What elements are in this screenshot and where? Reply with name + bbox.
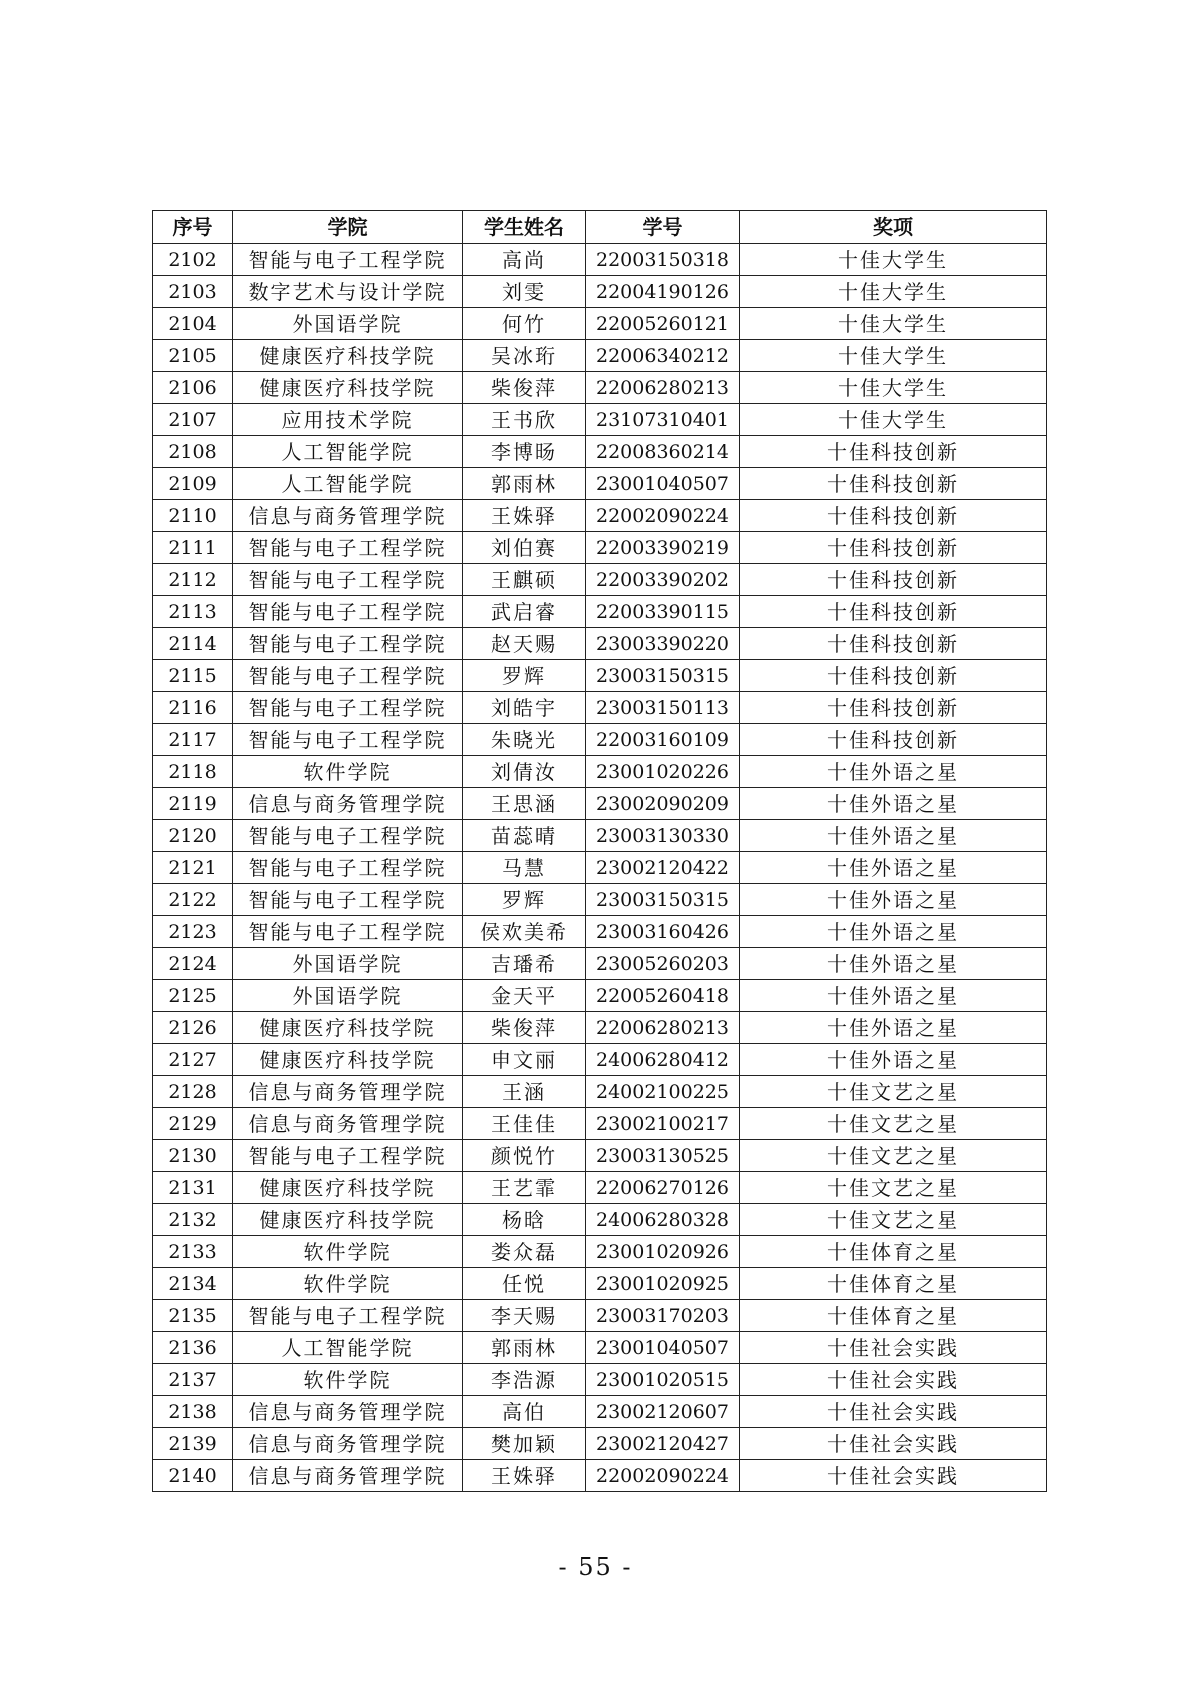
table-row bbox=[153, 1044, 1047, 1076]
cell-seq: 2120 bbox=[153, 820, 233, 852]
cell-college: 健康医疗科技学院 bbox=[233, 372, 463, 404]
cell-award: 十佳文艺之星 bbox=[740, 1172, 1047, 1204]
table-row bbox=[153, 1172, 1047, 1204]
cell-student-name: 李浩源 bbox=[463, 1364, 586, 1396]
cell-college: 智能与电子工程学院 bbox=[233, 1300, 463, 1332]
cell-college: 智能与电子工程学院 bbox=[233, 724, 463, 756]
award-table bbox=[152, 210, 1047, 1492]
table-row bbox=[153, 1460, 1047, 1492]
cell-student-id: 22003390202 bbox=[586, 564, 740, 596]
cell-student-id: 24006280412 bbox=[586, 1044, 740, 1076]
cell-college: 信息与商务管理学院 bbox=[233, 1108, 463, 1140]
cell-student-id: 22003390115 bbox=[586, 596, 740, 628]
table-row bbox=[153, 308, 1047, 340]
cell-student-id: 23003130330 bbox=[586, 820, 740, 852]
cell-student-name: 罗辉 bbox=[463, 884, 586, 916]
cell-seq: 2109 bbox=[153, 468, 233, 500]
table-row bbox=[153, 436, 1047, 468]
cell-award: 十佳科技创新 bbox=[740, 596, 1047, 628]
table-body bbox=[153, 244, 1047, 1492]
table-row bbox=[153, 404, 1047, 436]
cell-seq: 2111 bbox=[153, 532, 233, 564]
table-row bbox=[153, 340, 1047, 372]
cell-student-name: 罗辉 bbox=[463, 660, 586, 692]
table-row bbox=[153, 276, 1047, 308]
cell-student-name: 吉璠希 bbox=[463, 948, 586, 980]
table-row bbox=[153, 628, 1047, 660]
table-row bbox=[153, 660, 1047, 692]
cell-seq: 2139 bbox=[153, 1428, 233, 1460]
header-student-name: 学生姓名 bbox=[463, 211, 586, 244]
cell-student-name: 朱晓光 bbox=[463, 724, 586, 756]
cell-seq: 2121 bbox=[153, 852, 233, 884]
cell-seq: 2128 bbox=[153, 1076, 233, 1108]
cell-college: 人工智能学院 bbox=[233, 436, 463, 468]
cell-seq: 2119 bbox=[153, 788, 233, 820]
cell-college: 智能与电子工程学院 bbox=[233, 564, 463, 596]
cell-college: 信息与商务管理学院 bbox=[233, 1428, 463, 1460]
cell-seq: 2122 bbox=[153, 884, 233, 916]
cell-student-name: 樊加颖 bbox=[463, 1428, 586, 1460]
table-row bbox=[153, 1300, 1047, 1332]
table-row bbox=[153, 244, 1047, 276]
cell-seq: 2129 bbox=[153, 1108, 233, 1140]
cell-award: 十佳外语之星 bbox=[740, 1044, 1047, 1076]
cell-seq: 2105 bbox=[153, 340, 233, 372]
cell-student-name: 王佳佳 bbox=[463, 1108, 586, 1140]
cell-award: 十佳科技创新 bbox=[740, 468, 1047, 500]
table-row bbox=[153, 1076, 1047, 1108]
cell-student-name: 刘倩汝 bbox=[463, 756, 586, 788]
cell-seq: 2112 bbox=[153, 564, 233, 596]
cell-student-id: 23003170203 bbox=[586, 1300, 740, 1332]
cell-college: 智能与电子工程学院 bbox=[233, 532, 463, 564]
table-row bbox=[153, 820, 1047, 852]
cell-college: 智能与电子工程学院 bbox=[233, 916, 463, 948]
header-seq: 序号 bbox=[153, 211, 233, 244]
cell-student-name: 任悦 bbox=[463, 1268, 586, 1300]
cell-student-id: 23003130525 bbox=[586, 1140, 740, 1172]
table-row bbox=[153, 1364, 1047, 1396]
cell-college: 软件学院 bbox=[233, 1236, 463, 1268]
cell-student-id: 22003150318 bbox=[586, 244, 740, 276]
cell-seq: 2107 bbox=[153, 404, 233, 436]
cell-student-id: 22004190126 bbox=[586, 276, 740, 308]
cell-student-name: 刘皓宇 bbox=[463, 692, 586, 724]
cell-student-id: 23001020515 bbox=[586, 1364, 740, 1396]
cell-award: 十佳科技创新 bbox=[740, 500, 1047, 532]
cell-student-id: 24002100225 bbox=[586, 1076, 740, 1108]
cell-award: 十佳社会实践 bbox=[740, 1396, 1047, 1428]
cell-student-name: 郭雨林 bbox=[463, 468, 586, 500]
cell-seq: 2124 bbox=[153, 948, 233, 980]
cell-student-id: 22008360214 bbox=[586, 436, 740, 468]
cell-college: 智能与电子工程学院 bbox=[233, 244, 463, 276]
cell-student-id: 23001040507 bbox=[586, 1332, 740, 1364]
cell-seq: 2133 bbox=[153, 1236, 233, 1268]
cell-student-name: 王思涵 bbox=[463, 788, 586, 820]
page-number: - 55 - bbox=[558, 1553, 633, 1581]
cell-seq: 2116 bbox=[153, 692, 233, 724]
cell-award: 十佳外语之星 bbox=[740, 820, 1047, 852]
table-row bbox=[153, 1332, 1047, 1364]
cell-award: 十佳体育之星 bbox=[740, 1236, 1047, 1268]
cell-student-id: 23003160426 bbox=[586, 916, 740, 948]
cell-college: 智能与电子工程学院 bbox=[233, 660, 463, 692]
cell-seq: 2130 bbox=[153, 1140, 233, 1172]
table-row bbox=[153, 596, 1047, 628]
cell-student-name: 李天赐 bbox=[463, 1300, 586, 1332]
cell-award: 十佳社会实践 bbox=[740, 1460, 1047, 1492]
cell-student-name: 王姝驿 bbox=[463, 500, 586, 532]
cell-seq: 2127 bbox=[153, 1044, 233, 1076]
cell-award: 十佳社会实践 bbox=[740, 1428, 1047, 1460]
cell-seq: 2108 bbox=[153, 436, 233, 468]
cell-award: 十佳科技创新 bbox=[740, 564, 1047, 596]
cell-college: 应用技术学院 bbox=[233, 404, 463, 436]
cell-award: 十佳体育之星 bbox=[740, 1268, 1047, 1300]
cell-award: 十佳科技创新 bbox=[740, 660, 1047, 692]
cell-seq: 2115 bbox=[153, 660, 233, 692]
cell-college: 外国语学院 bbox=[233, 980, 463, 1012]
cell-award: 十佳文艺之星 bbox=[740, 1108, 1047, 1140]
cell-award: 十佳科技创新 bbox=[740, 628, 1047, 660]
table-row bbox=[153, 884, 1047, 916]
cell-award: 十佳外语之星 bbox=[740, 948, 1047, 980]
cell-seq: 2132 bbox=[153, 1204, 233, 1236]
cell-award: 十佳外语之星 bbox=[740, 788, 1047, 820]
cell-award: 十佳外语之星 bbox=[740, 916, 1047, 948]
cell-student-id: 23002120607 bbox=[586, 1396, 740, 1428]
header-college: 学院 bbox=[233, 211, 463, 244]
table-row bbox=[153, 916, 1047, 948]
cell-award: 十佳文艺之星 bbox=[740, 1140, 1047, 1172]
cell-student-id: 23002120422 bbox=[586, 852, 740, 884]
cell-college: 智能与电子工程学院 bbox=[233, 1140, 463, 1172]
cell-award: 十佳社会实践 bbox=[740, 1364, 1047, 1396]
cell-award: 十佳大学生 bbox=[740, 372, 1047, 404]
table-row bbox=[153, 1012, 1047, 1044]
cell-student-name: 王麒硕 bbox=[463, 564, 586, 596]
header-award: 奖项 bbox=[740, 211, 1047, 244]
cell-student-name: 柴俊萍 bbox=[463, 372, 586, 404]
cell-college: 健康医疗科技学院 bbox=[233, 1204, 463, 1236]
cell-student-name: 马慧 bbox=[463, 852, 586, 884]
cell-student-name: 王艺霏 bbox=[463, 1172, 586, 1204]
cell-award: 十佳社会实践 bbox=[740, 1332, 1047, 1364]
cell-award: 十佳大学生 bbox=[740, 276, 1047, 308]
cell-student-name: 赵天赐 bbox=[463, 628, 586, 660]
table-row bbox=[153, 1236, 1047, 1268]
cell-college: 信息与商务管理学院 bbox=[233, 500, 463, 532]
cell-student-name: 侯欢美希 bbox=[463, 916, 586, 948]
cell-seq: 2136 bbox=[153, 1332, 233, 1364]
cell-student-name: 刘雯 bbox=[463, 276, 586, 308]
table-row bbox=[153, 1140, 1047, 1172]
cell-award: 十佳文艺之星 bbox=[740, 1204, 1047, 1236]
cell-college: 软件学院 bbox=[233, 1268, 463, 1300]
cell-student-id: 22002090224 bbox=[586, 1460, 740, 1492]
table-row bbox=[153, 756, 1047, 788]
table-row bbox=[153, 564, 1047, 596]
cell-college: 健康医疗科技学院 bbox=[233, 1172, 463, 1204]
cell-student-id: 23003390220 bbox=[586, 628, 740, 660]
cell-student-name: 何竹 bbox=[463, 308, 586, 340]
cell-student-id: 22006340212 bbox=[586, 340, 740, 372]
cell-award: 十佳大学生 bbox=[740, 308, 1047, 340]
cell-award: 十佳大学生 bbox=[740, 340, 1047, 372]
cell-seq: 2140 bbox=[153, 1460, 233, 1492]
cell-student-name: 王书欣 bbox=[463, 404, 586, 436]
cell-seq: 2118 bbox=[153, 756, 233, 788]
cell-seq: 2135 bbox=[153, 1300, 233, 1332]
cell-student-id: 22003160109 bbox=[586, 724, 740, 756]
table-row bbox=[153, 500, 1047, 532]
cell-seq: 2125 bbox=[153, 980, 233, 1012]
cell-student-id: 22006270126 bbox=[586, 1172, 740, 1204]
cell-student-name: 苗蕊晴 bbox=[463, 820, 586, 852]
cell-college: 外国语学院 bbox=[233, 308, 463, 340]
cell-seq: 2113 bbox=[153, 596, 233, 628]
table-row bbox=[153, 788, 1047, 820]
header-student-id: 学号 bbox=[586, 211, 740, 244]
cell-student-id: 24006280328 bbox=[586, 1204, 740, 1236]
cell-student-name: 金天平 bbox=[463, 980, 586, 1012]
cell-seq: 2103 bbox=[153, 276, 233, 308]
cell-college: 智能与电子工程学院 bbox=[233, 852, 463, 884]
cell-student-name: 柴俊萍 bbox=[463, 1012, 586, 1044]
cell-college: 信息与商务管理学院 bbox=[233, 1396, 463, 1428]
cell-student-id: 23002090209 bbox=[586, 788, 740, 820]
cell-college: 智能与电子工程学院 bbox=[233, 628, 463, 660]
cell-seq: 2131 bbox=[153, 1172, 233, 1204]
cell-award: 十佳科技创新 bbox=[740, 532, 1047, 564]
cell-college: 智能与电子工程学院 bbox=[233, 596, 463, 628]
cell-student-id: 22006280213 bbox=[586, 372, 740, 404]
cell-student-id: 22005260418 bbox=[586, 980, 740, 1012]
cell-award: 十佳体育之星 bbox=[740, 1300, 1047, 1332]
cell-college: 智能与电子工程学院 bbox=[233, 692, 463, 724]
cell-college: 外国语学院 bbox=[233, 948, 463, 980]
cell-student-name: 李博旸 bbox=[463, 436, 586, 468]
cell-college: 健康医疗科技学院 bbox=[233, 1012, 463, 1044]
table-row bbox=[153, 532, 1047, 564]
cell-college: 健康医疗科技学院 bbox=[233, 340, 463, 372]
table-row bbox=[153, 692, 1047, 724]
cell-award: 十佳文艺之星 bbox=[740, 1076, 1047, 1108]
cell-student-name: 娄众磊 bbox=[463, 1236, 586, 1268]
cell-student-id: 23001020226 bbox=[586, 756, 740, 788]
cell-seq: 2106 bbox=[153, 372, 233, 404]
cell-student-name: 吴冰珩 bbox=[463, 340, 586, 372]
cell-student-name: 刘伯赛 bbox=[463, 532, 586, 564]
cell-student-name: 王姝驿 bbox=[463, 1460, 586, 1492]
cell-seq: 2114 bbox=[153, 628, 233, 660]
cell-student-id: 23107310401 bbox=[586, 404, 740, 436]
table-row bbox=[153, 1204, 1047, 1236]
cell-student-name: 杨晗 bbox=[463, 1204, 586, 1236]
cell-student-id: 22006280213 bbox=[586, 1012, 740, 1044]
cell-college: 软件学院 bbox=[233, 756, 463, 788]
cell-award: 十佳科技创新 bbox=[740, 436, 1047, 468]
cell-student-name: 颜悦竹 bbox=[463, 1140, 586, 1172]
cell-award: 十佳外语之星 bbox=[740, 884, 1047, 916]
table-row bbox=[153, 1108, 1047, 1140]
cell-student-id: 23003150315 bbox=[586, 884, 740, 916]
cell-student-id: 23005260203 bbox=[586, 948, 740, 980]
cell-college: 人工智能学院 bbox=[233, 1332, 463, 1364]
cell-award: 十佳外语之星 bbox=[740, 852, 1047, 884]
cell-seq: 2102 bbox=[153, 244, 233, 276]
cell-award: 十佳科技创新 bbox=[740, 692, 1047, 724]
table-row bbox=[153, 372, 1047, 404]
cell-award: 十佳外语之星 bbox=[740, 756, 1047, 788]
cell-seq: 2123 bbox=[153, 916, 233, 948]
cell-student-id: 22005260121 bbox=[586, 308, 740, 340]
cell-college: 智能与电子工程学院 bbox=[233, 820, 463, 852]
cell-student-name: 郭雨林 bbox=[463, 1332, 586, 1364]
cell-student-id: 23001020925 bbox=[586, 1268, 740, 1300]
cell-college: 智能与电子工程学院 bbox=[233, 884, 463, 916]
cell-college: 信息与商务管理学院 bbox=[233, 1076, 463, 1108]
cell-student-id: 23002100217 bbox=[586, 1108, 740, 1140]
cell-award: 十佳大学生 bbox=[740, 244, 1047, 276]
table-row bbox=[153, 980, 1047, 1012]
table-row bbox=[153, 468, 1047, 500]
cell-college: 人工智能学院 bbox=[233, 468, 463, 500]
table-row bbox=[153, 852, 1047, 884]
cell-seq: 2137 bbox=[153, 1364, 233, 1396]
cell-seq: 2104 bbox=[153, 308, 233, 340]
cell-college: 数字艺术与设计学院 bbox=[233, 276, 463, 308]
cell-college: 信息与商务管理学院 bbox=[233, 788, 463, 820]
cell-award: 十佳大学生 bbox=[740, 404, 1047, 436]
cell-student-id: 23001020926 bbox=[586, 1236, 740, 1268]
cell-student-name: 王涵 bbox=[463, 1076, 586, 1108]
cell-student-id: 23003150113 bbox=[586, 692, 740, 724]
cell-award: 十佳外语之星 bbox=[740, 980, 1047, 1012]
cell-award: 十佳外语之星 bbox=[740, 1012, 1047, 1044]
table-row bbox=[153, 1268, 1047, 1300]
cell-student-name: 申文丽 bbox=[463, 1044, 586, 1076]
cell-student-name: 武启睿 bbox=[463, 596, 586, 628]
table-row bbox=[153, 948, 1047, 980]
cell-student-id: 22002090224 bbox=[586, 500, 740, 532]
cell-award: 十佳科技创新 bbox=[740, 724, 1047, 756]
cell-seq: 2138 bbox=[153, 1396, 233, 1428]
cell-student-id: 22003390219 bbox=[586, 532, 740, 564]
cell-seq: 2126 bbox=[153, 1012, 233, 1044]
table-row bbox=[153, 1396, 1047, 1428]
cell-student-id: 23001040507 bbox=[586, 468, 740, 500]
table-row bbox=[153, 1428, 1047, 1460]
cell-student-name: 高尚 bbox=[463, 244, 586, 276]
cell-seq: 2134 bbox=[153, 1268, 233, 1300]
cell-student-id: 23003150315 bbox=[586, 660, 740, 692]
table-row bbox=[153, 724, 1047, 756]
cell-seq: 2110 bbox=[153, 500, 233, 532]
cell-college: 信息与商务管理学院 bbox=[233, 1460, 463, 1492]
table-header-row bbox=[153, 211, 1047, 244]
cell-college: 健康医疗科技学院 bbox=[233, 1044, 463, 1076]
cell-college: 软件学院 bbox=[233, 1364, 463, 1396]
cell-student-id: 23002120427 bbox=[586, 1428, 740, 1460]
cell-seq: 2117 bbox=[153, 724, 233, 756]
cell-student-name: 高伯 bbox=[463, 1396, 586, 1428]
